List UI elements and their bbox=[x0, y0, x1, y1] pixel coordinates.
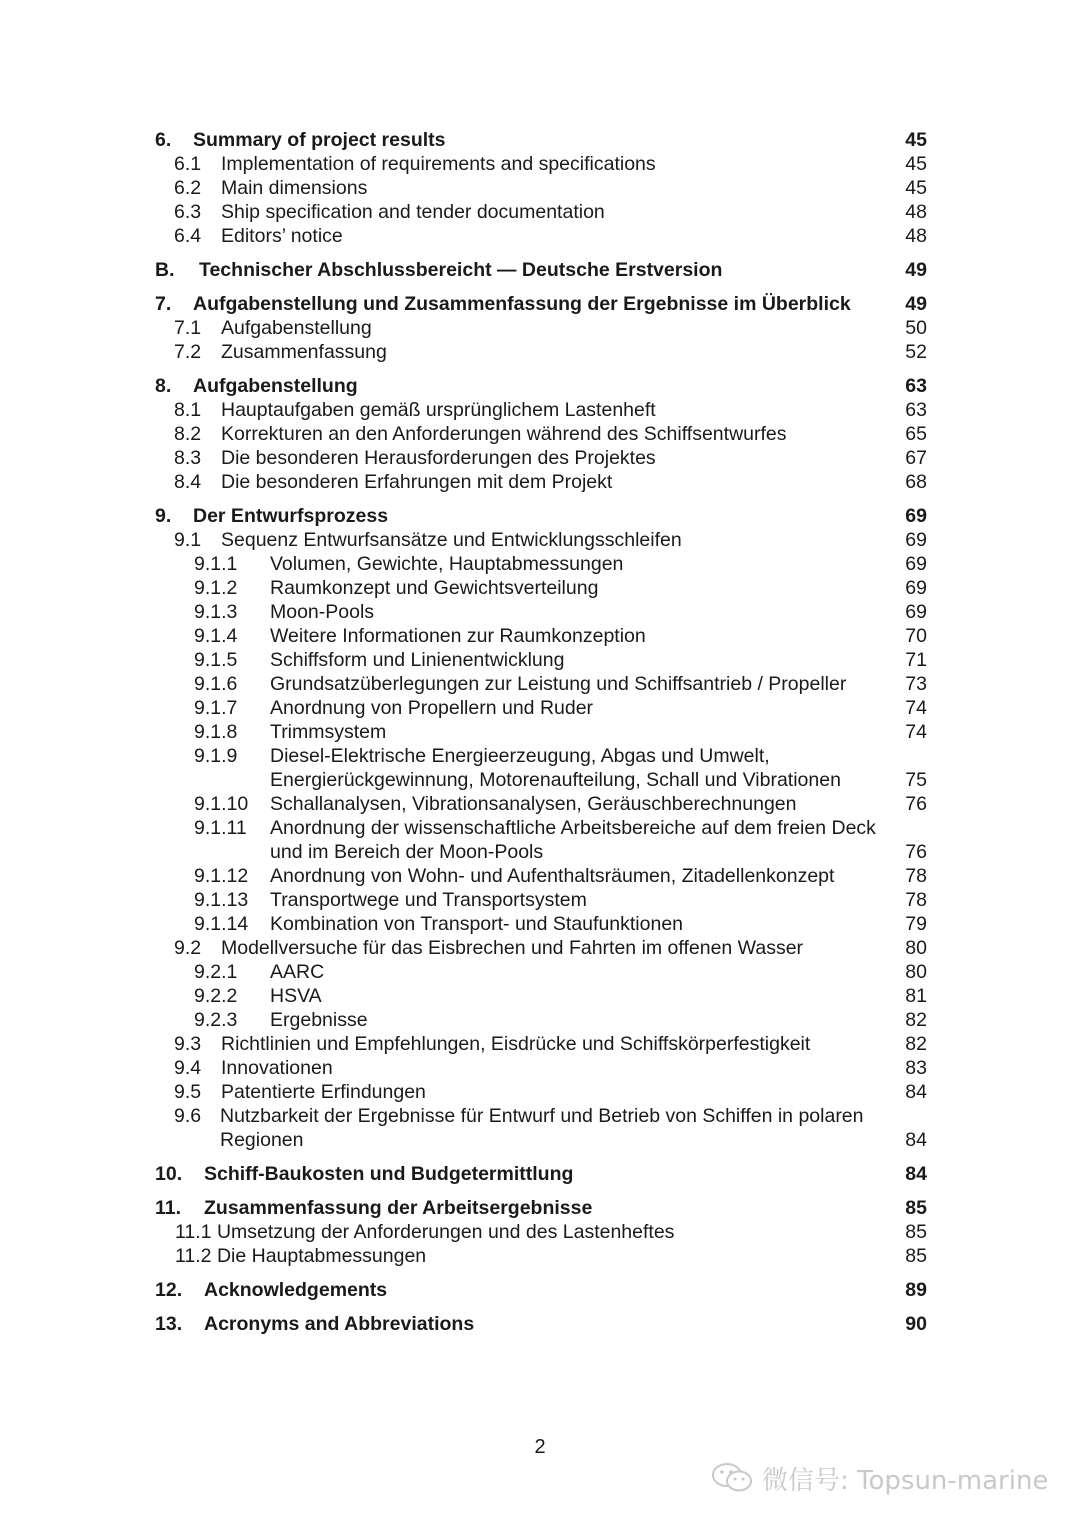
toc-subsection bbox=[155, 1008, 927, 1032]
watermark bbox=[710, 1460, 1048, 1496]
toc-section bbox=[155, 528, 927, 552]
toc-number: 9.1.7 bbox=[194, 697, 238, 719]
toc-section bbox=[155, 340, 927, 364]
toc-title: Die besonderen Herausforderungen des Projektes bbox=[221, 447, 656, 469]
toc-page: 45 bbox=[905, 177, 927, 199]
toc-page: 49 bbox=[905, 293, 927, 315]
toc-number: 11. bbox=[155, 1197, 182, 1219]
toc-subsection bbox=[155, 864, 927, 888]
toc-page: 48 bbox=[905, 225, 927, 247]
toc-title: Weitere Informationen zur Raumkonzeption bbox=[270, 625, 646, 647]
toc-page: 48 bbox=[905, 201, 927, 223]
toc-page: 45 bbox=[905, 129, 927, 151]
toc-number: 9.1.5 bbox=[194, 649, 238, 671]
toc-chapter bbox=[155, 374, 927, 398]
toc-title: Diesel-Elektrische Energieerzeugung, Abgas und Umwelt, Energierückgewinnung, Motorenaufteilung, Schall und Vibrationen bbox=[270, 745, 841, 791]
toc-number: 9.1.10 bbox=[194, 793, 249, 815]
toc-title bbox=[155, 1244, 927, 1268]
toc-title: Schallanalysen, Vibrationsanalysen, Geräuschberechnungen bbox=[270, 793, 797, 815]
toc-title: Acronyms and Abbreviations bbox=[204, 1313, 475, 1335]
toc-page: 69 bbox=[905, 529, 927, 551]
toc-section bbox=[155, 1104, 927, 1152]
toc-title: Acknowledgements bbox=[204, 1279, 388, 1301]
toc-number: 9.1.9 bbox=[194, 745, 238, 767]
toc-title: AARC bbox=[270, 961, 325, 983]
toc-page: 79 bbox=[905, 913, 927, 935]
toc-page: 76 bbox=[905, 841, 927, 863]
toc-subsection bbox=[155, 672, 927, 696]
toc-section bbox=[155, 470, 927, 494]
toc-number: 6.4 bbox=[174, 225, 202, 247]
toc-section bbox=[155, 176, 927, 200]
toc-number: 9.6 bbox=[174, 1105, 202, 1127]
toc-page: 69 bbox=[905, 601, 927, 623]
toc-number: 8. bbox=[155, 375, 172, 397]
toc-number: 8.1 bbox=[174, 399, 202, 421]
toc-page: 67 bbox=[905, 447, 927, 469]
toc-section bbox=[155, 1080, 927, 1104]
toc-page: 63 bbox=[905, 375, 927, 397]
toc-title: Nutzbarkeit der Ergebnisse für Entwurf und Betrieb von Schiffen in polaren Regionen bbox=[220, 1105, 864, 1151]
wechat-icon bbox=[710, 1462, 754, 1494]
toc-title: Sequenz Entwurfsansätze und Entwicklungsschleifen bbox=[221, 529, 682, 551]
toc-number: 9.1.11 bbox=[194, 817, 247, 839]
toc-section bbox=[155, 1244, 927, 1268]
toc-section bbox=[155, 1032, 927, 1056]
toc-title: Aufgabenstellung und Zusammenfassung der Ergebnisse im Überblick bbox=[193, 293, 851, 315]
toc-page: 84 bbox=[905, 1129, 927, 1151]
toc-section bbox=[155, 398, 927, 422]
toc-section bbox=[155, 1056, 927, 1080]
toc-title-text: Umsetzung der Anforderungen und des Lastenheftes bbox=[216, 1221, 675, 1243]
toc-title: Transportwege und Transportsystem bbox=[270, 889, 587, 911]
toc-page: 50 bbox=[905, 317, 927, 339]
toc-chapter bbox=[155, 1312, 927, 1336]
toc-page: 80 bbox=[905, 961, 927, 983]
toc-number: 9.1.13 bbox=[194, 889, 249, 911]
toc-title: Zusammenfassung der Arbeitsergebnisse bbox=[204, 1197, 593, 1219]
toc-page: 75 bbox=[905, 769, 927, 791]
toc-page: 73 bbox=[905, 673, 927, 695]
toc-title: Schiff-Baukosten und Budgetermittlung bbox=[204, 1163, 574, 1185]
toc-number: 11.1 bbox=[175, 1221, 212, 1243]
toc-number: 8.4 bbox=[174, 471, 202, 493]
toc-subsection bbox=[155, 744, 927, 792]
toc-title: Anordnung von Wohn- und Aufenthaltsräumen, Zitadellenkonzept bbox=[270, 865, 835, 887]
toc-page: 78 bbox=[905, 889, 927, 911]
toc-page: 63 bbox=[905, 399, 927, 421]
toc-page: 85 bbox=[905, 1221, 927, 1243]
toc-subsection bbox=[155, 576, 927, 600]
toc-title: Technischer Abschlussbereicht — Deutsche Erstversion bbox=[199, 259, 723, 281]
toc-number: 9.1.12 bbox=[194, 865, 249, 887]
toc-chapter bbox=[155, 1278, 927, 1302]
toc-title: Raumkonzept und Gewichtsverteilung bbox=[270, 577, 599, 599]
toc-subsection bbox=[155, 624, 927, 648]
toc-subsection bbox=[155, 888, 927, 912]
toc-section bbox=[155, 316, 927, 340]
toc-title: Zusammenfassung bbox=[221, 341, 387, 363]
toc-number: 9.2.1 bbox=[194, 961, 238, 983]
page-number: 2 bbox=[534, 1436, 546, 1458]
toc-page: 83 bbox=[905, 1057, 927, 1079]
toc-title: Anordnung der wissenschaftliche Arbeitsbereiche auf dem freien Deck und im Bereich der Moon-Pools bbox=[270, 817, 876, 863]
toc-number: 8.2 bbox=[174, 423, 202, 445]
toc-page: 82 bbox=[905, 1009, 927, 1031]
toc-page: 81 bbox=[905, 985, 927, 1007]
toc-title: Ship specification and tender documentation bbox=[221, 201, 605, 223]
toc-page: 82 bbox=[905, 1033, 927, 1055]
toc-number: 9.1.6 bbox=[194, 673, 238, 695]
toc-title: Trimmsystem bbox=[270, 721, 387, 743]
toc-subsection bbox=[155, 984, 927, 1008]
toc-number: 9.1.4 bbox=[194, 625, 238, 647]
toc-page: 71 bbox=[905, 649, 927, 671]
toc-chapter bbox=[155, 258, 927, 282]
toc-subsection bbox=[155, 960, 927, 984]
toc-number: 6.2 bbox=[174, 177, 202, 199]
toc-number: 9.1.14 bbox=[194, 913, 249, 935]
toc-page: 45 bbox=[905, 153, 927, 175]
toc-number: B. bbox=[155, 259, 175, 281]
toc-page: 90 bbox=[905, 1313, 927, 1335]
toc-number: 7.2 bbox=[174, 341, 202, 363]
toc-page: 80 bbox=[905, 937, 927, 959]
toc-section bbox=[155, 224, 927, 248]
toc-page: 69 bbox=[905, 553, 927, 575]
toc-number: 7.1 bbox=[174, 317, 202, 339]
toc-page: 69 bbox=[905, 505, 927, 527]
toc-subsection bbox=[155, 720, 927, 744]
toc-number: 12. bbox=[155, 1279, 183, 1301]
toc-section bbox=[155, 446, 927, 470]
toc-subsection bbox=[155, 552, 927, 576]
toc-number: 9.2 bbox=[174, 937, 202, 959]
toc-number: 7. bbox=[155, 293, 172, 315]
toc-section bbox=[155, 1220, 927, 1244]
toc-number: 6. bbox=[155, 129, 172, 151]
toc-page: 52 bbox=[905, 341, 927, 363]
toc-subsection bbox=[155, 648, 927, 672]
toc-title: Hauptaufgaben gemäß ursprünglichem Lastenheft bbox=[221, 399, 656, 421]
toc-subsection bbox=[155, 912, 927, 936]
toc-number: 10. bbox=[155, 1163, 183, 1185]
toc-title: Modellversuche für das Eisbrechen und Fahrten im offenen Wasser bbox=[221, 937, 804, 959]
toc-number: 9.4 bbox=[174, 1057, 202, 1079]
toc-page: 84 bbox=[905, 1081, 927, 1103]
toc-number: 9.3 bbox=[174, 1033, 202, 1055]
toc-title: Grundsatzüberlegungen zur Leistung und Schiffsantrieb / Propeller bbox=[270, 673, 847, 695]
watermark-text: 微信号: Topsun-marine bbox=[762, 1465, 1049, 1496]
toc-title: Innovationen bbox=[221, 1057, 333, 1079]
toc-chapter bbox=[155, 292, 927, 316]
toc-subsection bbox=[155, 792, 927, 816]
toc-page: 70 bbox=[905, 625, 927, 647]
toc-title: Anordnung von Propellern und Ruder bbox=[270, 697, 594, 719]
toc-title: Kombination von Transport- und Staufunktionen bbox=[270, 913, 684, 935]
toc-section bbox=[155, 200, 927, 224]
toc-page: 65 bbox=[905, 423, 927, 445]
toc-page: 85 bbox=[905, 1245, 927, 1267]
table-of-contents bbox=[155, 128, 927, 1336]
toc-number: 9.1.8 bbox=[194, 721, 238, 743]
toc-number: 6.1 bbox=[174, 153, 202, 175]
toc-page: 69 bbox=[905, 577, 927, 599]
toc-number: 9.5 bbox=[174, 1081, 202, 1103]
toc-chapter bbox=[155, 1162, 927, 1186]
toc-title: Patentierte Erfindungen bbox=[221, 1081, 426, 1103]
toc-title: HSVA bbox=[270, 985, 322, 1007]
toc-page: 74 bbox=[905, 721, 927, 743]
toc-chapter bbox=[155, 1196, 927, 1220]
toc-section bbox=[155, 152, 927, 176]
toc-section bbox=[155, 936, 927, 960]
toc-subsection bbox=[155, 696, 927, 720]
toc-title: Schiffsform und Linienentwicklung bbox=[270, 649, 565, 671]
toc-page: 68 bbox=[905, 471, 927, 493]
toc-page: 76 bbox=[905, 793, 927, 815]
toc-title: Main dimensions bbox=[221, 177, 368, 199]
toc-title: Moon-Pools bbox=[270, 601, 375, 623]
toc-number: 9.2.3 bbox=[194, 1009, 238, 1031]
toc-title: Editors’ notice bbox=[221, 225, 343, 247]
toc-section bbox=[155, 422, 927, 446]
toc-chapter bbox=[155, 128, 927, 152]
toc-subsection bbox=[155, 600, 927, 624]
toc-title: Ergebnisse bbox=[270, 1009, 368, 1031]
toc-title bbox=[155, 1220, 927, 1244]
toc-chapter bbox=[155, 504, 927, 528]
toc-number: 9.1.2 bbox=[194, 577, 238, 599]
toc-title: Die besonderen Erfahrungen mit dem Projekt bbox=[221, 471, 613, 493]
toc-title: Implementation of requirements and specifications bbox=[221, 153, 656, 175]
toc-number: 13. bbox=[155, 1313, 183, 1335]
toc-number: 9.1.3 bbox=[194, 601, 238, 623]
toc-page: 78 bbox=[905, 865, 927, 887]
toc-number: 9.1 bbox=[174, 529, 202, 551]
toc-title: Richtlinien und Empfehlungen, Eisdrücke und Schiffskörperfestigkeit bbox=[221, 1033, 811, 1055]
toc-number: 11.2 bbox=[175, 1245, 212, 1267]
toc-title: Summary of project results bbox=[193, 129, 446, 151]
toc-subsection bbox=[155, 816, 927, 864]
toc-title: Volumen, Gewichte, Hauptabmessungen bbox=[270, 553, 624, 575]
toc-page: 49 bbox=[905, 259, 927, 281]
toc-number: 9.2.2 bbox=[194, 985, 238, 1007]
toc-title: Aufgabenstellung bbox=[193, 375, 358, 397]
toc-number: 6.3 bbox=[174, 201, 202, 223]
toc-page: 74 bbox=[905, 697, 927, 719]
toc-page: 84 bbox=[905, 1163, 927, 1185]
toc-number: 9. bbox=[155, 505, 172, 527]
toc-page: 89 bbox=[905, 1279, 927, 1301]
toc-page: 85 bbox=[905, 1197, 927, 1219]
toc-number: 8.3 bbox=[174, 447, 202, 469]
toc-title: Aufgabenstellung bbox=[221, 317, 372, 339]
toc-title: Korrekturen an den Anforderungen während des Schiffsentwurfes bbox=[221, 423, 787, 445]
toc-title-text: Die Hauptabmessungen bbox=[216, 1245, 427, 1267]
toc-title: Der Entwurfsprozess bbox=[193, 505, 389, 527]
toc-number: 9.1.1 bbox=[194, 553, 238, 575]
